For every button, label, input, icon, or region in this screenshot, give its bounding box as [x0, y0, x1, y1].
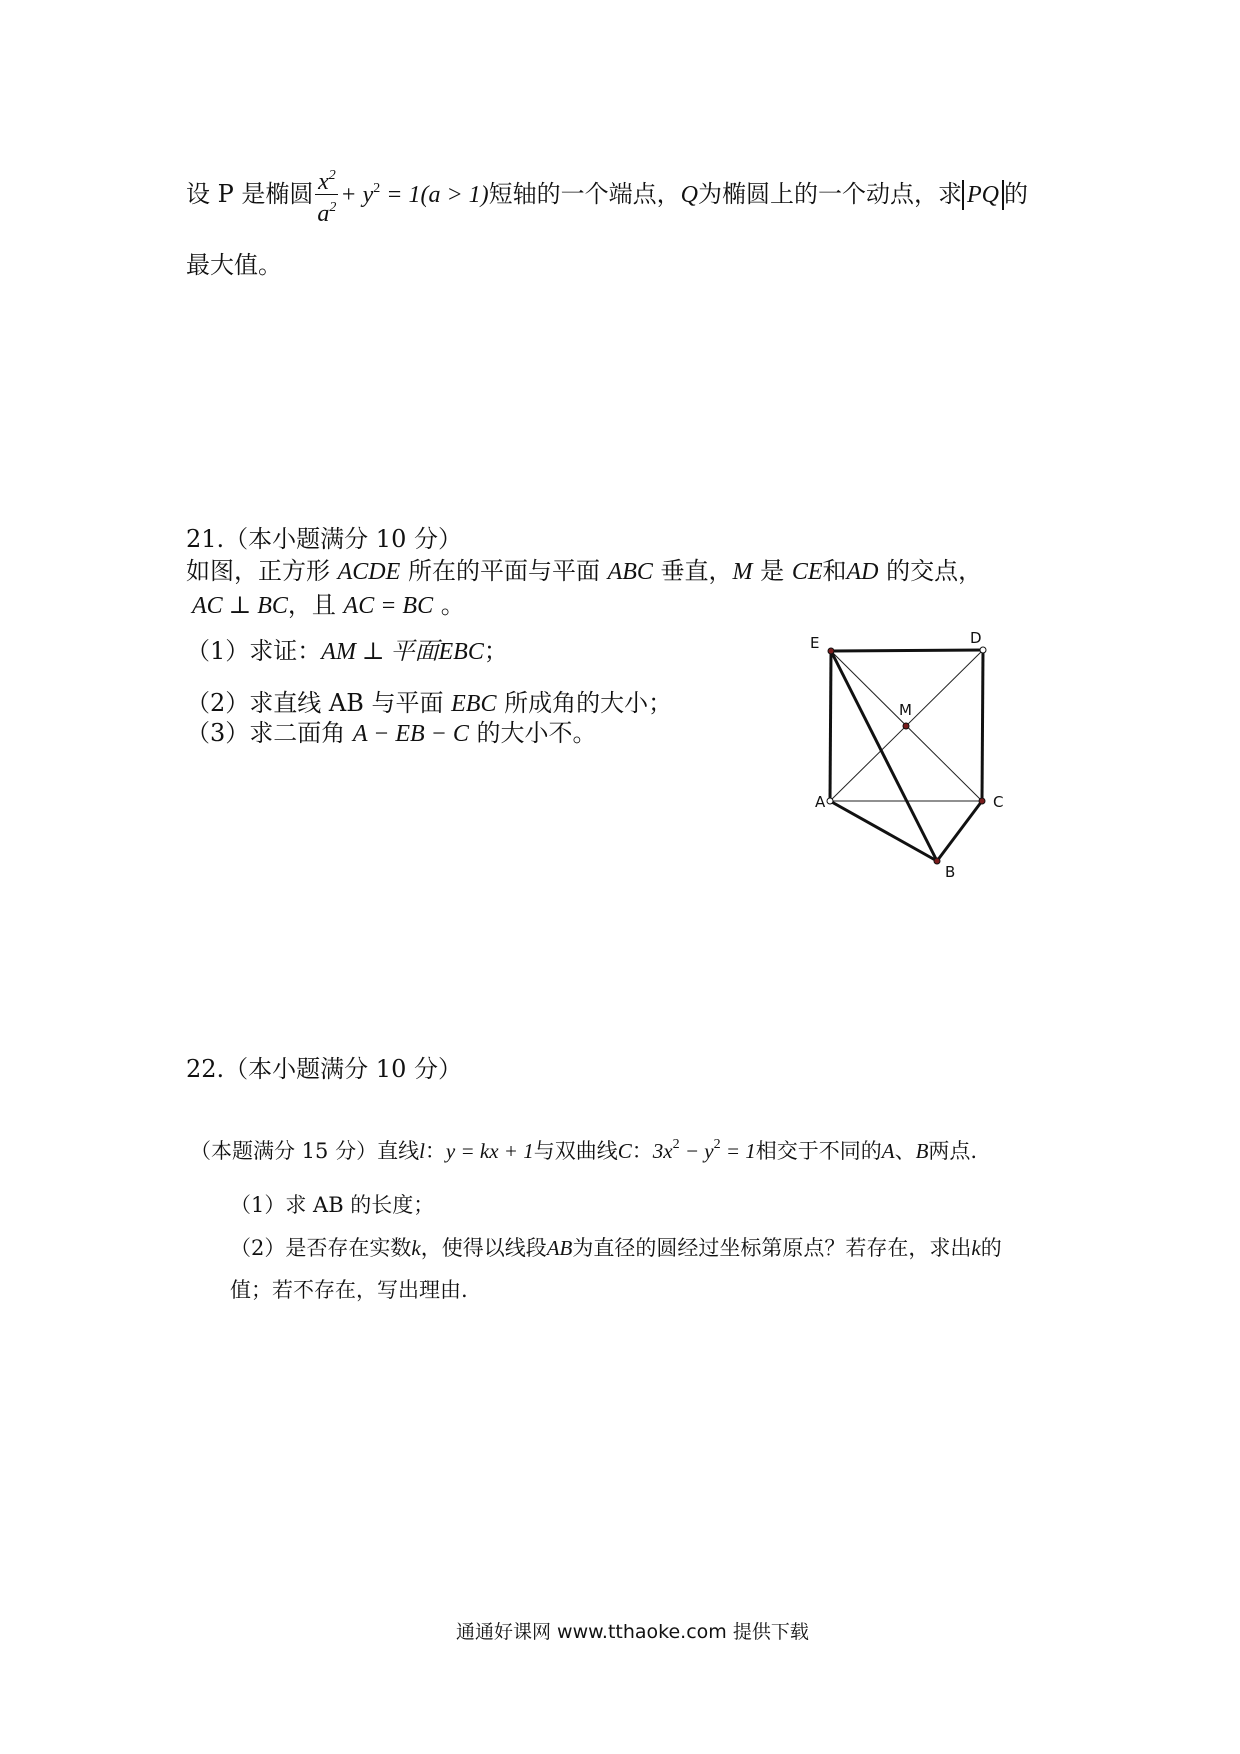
- q21-p3-c: 的大小不。: [468, 719, 597, 747]
- q22-a-var: A: [881, 1139, 895, 1163]
- q21-part2: [186, 688, 672, 719]
- q22-l1-c: 与双曲线: [533, 1139, 618, 1163]
- q20-text-4: 的: [1003, 180, 1028, 208]
- q22-part2: [230, 1233, 1002, 1263]
- q22-p2-b: ，使得以线段: [420, 1236, 547, 1260]
- q20-q-var: Q: [680, 182, 698, 208]
- label-a: A: [815, 793, 826, 811]
- q22-l1-e: 相交于不同的: [755, 1139, 882, 1163]
- q21-l1-b: 所在的平面与平面: [400, 557, 608, 585]
- q21-l2-b: ，且: [287, 591, 344, 619]
- label-e: E: [810, 634, 820, 652]
- q22-l1-b: ：: [424, 1139, 446, 1163]
- q21-l1-a: 如图，正方形: [186, 557, 338, 585]
- q21-acde: ACDE: [337, 559, 401, 585]
- point-a: [827, 798, 833, 804]
- ellipse-fraction: $\frac{x^2}{a^2}$: [315, 164, 338, 227]
- q21-line2: [192, 590, 465, 621]
- q21-l1-c: 垂直，: [652, 557, 733, 585]
- page-footer: 通通好课网 www.tthaoke.com 提供下载: [456, 1621, 809, 1643]
- q21-m: M: [732, 559, 753, 585]
- label-b: B: [945, 863, 956, 881]
- point-e: [828, 648, 834, 654]
- q22-p2-d: 的: [980, 1236, 1002, 1260]
- point-b: [934, 858, 940, 864]
- q21-p1-c: ；: [483, 637, 508, 665]
- ellipse-eq-rest: + y: [340, 182, 374, 208]
- q22-l1-d: ：: [631, 1139, 653, 1163]
- pq-abs: PQ: [962, 180, 1004, 210]
- line-eb: [831, 651, 937, 861]
- frac-denominator: a: [317, 201, 330, 227]
- geometry-figure: [800, 625, 1020, 885]
- line-ea: [830, 651, 831, 801]
- q22-b-var: B: [915, 1139, 929, 1163]
- q22-p2-a: （2）是否存在实数: [230, 1236, 412, 1260]
- q20-text-1: 设 P 是椭圆: [186, 180, 314, 208]
- point-d: [980, 647, 986, 653]
- q21-p2-c: 所成角的大小；: [496, 689, 673, 717]
- q21-ce: CE: [791, 559, 823, 585]
- q22-eq2-a: 3x: [652, 1139, 673, 1163]
- q22-p2-c: 为直径的圆经过坐标第原点？若存在，求出: [572, 1236, 972, 1260]
- q20-line2: 最大值。: [186, 251, 282, 279]
- q21-l1-e: 和: [822, 557, 847, 585]
- label-d: D: [970, 629, 982, 647]
- point-m: [903, 723, 909, 729]
- q21-part1: [186, 636, 508, 667]
- ellipse-eq-tail: = 1(a > 1): [380, 182, 489, 208]
- line-cb: [937, 801, 982, 861]
- q22-line1: （本题满分 15 分）直线l：y = kx + 1与双曲线C：$3x^2 - y^2 = 1$相交于不同的A、B两点.: [190, 1137, 978, 1163]
- q21-l2-a: AC ⊥ BC: [192, 593, 288, 619]
- q22-eq1: y = kx + 1: [445, 1139, 534, 1163]
- q22-part2-line2: 值；若不存在，写出理由.: [230, 1278, 468, 1302]
- q22-part1: （1）求 AB 的长度；: [230, 1193, 435, 1217]
- q22-eq2-b: − y: [679, 1139, 714, 1163]
- q22-eq2-c: = 1: [720, 1139, 756, 1163]
- q21-header: 21.（本小题满分 10 分）: [186, 525, 462, 553]
- q22-l1-a: （本题满分 15 分）直线: [190, 1139, 420, 1163]
- q21-ad: AD: [846, 559, 879, 585]
- q22-l1-f: 、: [894, 1139, 916, 1163]
- line-dc: [982, 650, 983, 801]
- point-c: [979, 798, 985, 804]
- q22-c-var: C: [617, 1139, 632, 1163]
- q21-l2-d: 。: [433, 591, 465, 619]
- q21-part3: [186, 718, 597, 749]
- q22-header: 22.（本小题满分 10 分）: [186, 1055, 462, 1083]
- frac-numerator: x: [318, 169, 329, 195]
- q22-l1-g: 两点.: [928, 1139, 978, 1163]
- q21-l2-c: AC = BC: [343, 593, 434, 619]
- q21-p3-a: （3）求二面角: [186, 719, 353, 747]
- q21-p3-b: A − EB − C: [352, 721, 469, 747]
- q21-l1-d: 是: [752, 557, 792, 585]
- q21-abc: ABC: [607, 559, 653, 585]
- q20-text-3: 为椭圆上的一个动点，求: [697, 180, 962, 208]
- q22-k1: k: [411, 1236, 421, 1260]
- q21-line1: [186, 556, 982, 587]
- q21-p2-a: （2）求直线 AB 与平面: [186, 689, 452, 717]
- q22-k2: k: [971, 1236, 981, 1260]
- line-ed: [831, 650, 983, 651]
- q20-text-2: 短轴的一个端点，: [488, 180, 681, 208]
- q21-p1-a: （1）求证：: [186, 637, 322, 665]
- label-c: C: [993, 793, 1004, 811]
- label-m: M: [899, 701, 912, 719]
- q22-l-var: l: [419, 1139, 425, 1163]
- q21-l1-f: 的交点，: [878, 557, 983, 585]
- q21-p1-b: AM ⊥ 平面EBC: [321, 639, 484, 665]
- q21-p2-b: EBC: [451, 691, 497, 717]
- q20-line1: 设 P 是椭圆 $\frac{x^2}{a^2}$ + $y^2 = 1(a > 1)$短轴的一个端点，Q为椭圆上的一个动点，求 PQ 的: [186, 164, 1028, 227]
- q22-ab: AB: [546, 1236, 573, 1260]
